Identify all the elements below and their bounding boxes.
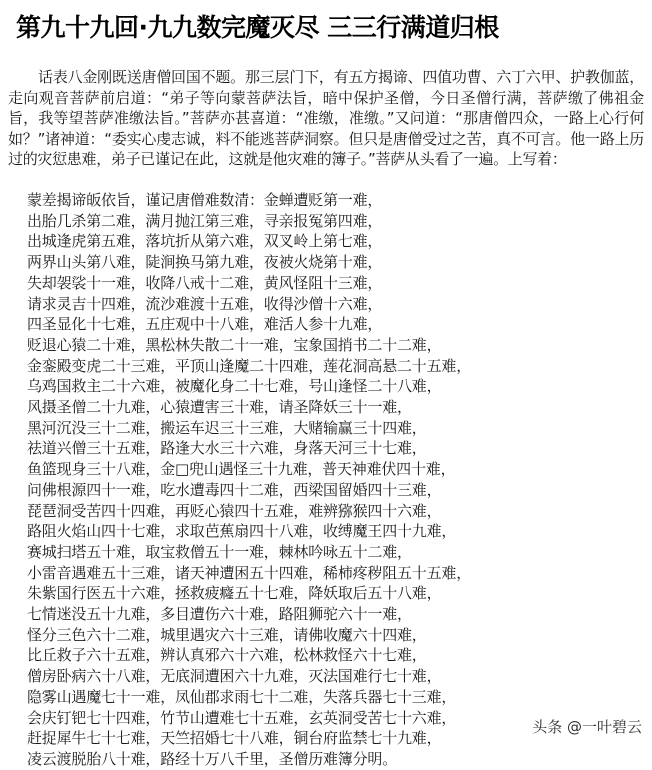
list-line: 问佛根源四十一难，吃水遭毒四十二难，西梁国留婚四十三难， <box>27 480 442 499</box>
list-line: 两界山头第八难，陡涧换马第九难，夜被火烧第十难， <box>27 253 383 272</box>
list-line: 蒙差揭谛皈依旨，谨记唐僧难数清：金蝉遭贬第一难， <box>27 191 383 209</box>
list-line: 路阻火焰山四十七难，求取芭蕉扇四十八难，收缚魔王四十九难， <box>27 522 457 541</box>
list-line: 祛道兴僧三十五难，路逢大水三十六难，身落天河三十七难， <box>27 439 427 458</box>
list-line: 赶捉犀牛七十七难，天竺招婚七十八难，铜台府监禁七十九难， <box>27 729 442 748</box>
chapter-title: 第九十九回·九九数完魔灭尽 三三行满道归根 <box>16 13 499 42</box>
list-line: 出胎几杀第二难，满月抛江第三难，寻亲报冤第四难， <box>27 211 383 230</box>
list-line: 赛城扫塔五十难，取宝救僧五十一难，棘林吟咏五十二难， <box>27 542 412 561</box>
list-line: 七情迷没五十九难，多目遭伤六十难，路阻狮驼六十一难， <box>27 605 412 624</box>
watermark: 头条 @一叶碧云 <box>532 718 642 736</box>
list-line: 隐雾山遇魔七十一难，凤仙郡求雨七十二难，失落兵器七十三难， <box>27 687 457 706</box>
list-line: 会庆钉钯七十四难，竹节山遭难七十五难，玄英洞受苦七十六难， <box>27 708 457 727</box>
list-line: 黑河沉没三十二难，搬运车迟三十三难，大赌输赢三十四难， <box>27 418 427 437</box>
intro-paragraph: 话表八金刚既送唐僧回国不题。那三层门下，有五方揭谛、四值功曹、六丁六甲、护教伽蓝，走向观音菩萨前启道：“弟子等向蒙菩萨法旨，暗中保护圣僧，今日圣僧行满，菩萨缴了佛祖金旨，我等望菩萨准缴法旨。”菩萨亦甚喜道：“准缴，准缴。”又问道：“那唐僧四众，一路上心行何如？”诸神道：“委实心虔志诚，料不能逃菩萨洞察。但只是唐僧受过之苦，真不可言。他一路上历过的灾愆患难，弟子已谨记在此，这就是他灾难的簿子。”菩萨从头看了一遍。上写着： <box>8 68 644 168</box>
list-line: 出城逢虎第五难，落坑折从第六难，双叉岭上第七难， <box>27 232 383 251</box>
list-line: 小雷音遇难五十三难，诸天神遭困五十四难，稀柿疼秽阻五十五难， <box>27 563 472 582</box>
list-line: 僧房卧病六十八难，无底洞遭困六十九难，灭法国难行七十难， <box>27 667 442 686</box>
list-line: 朱紫国行医五十六难，拯救疲癃五十七难，降妖取后五十八难， <box>27 584 442 603</box>
list-line: 凌云渡脱胎八十难，路经十万八千里，圣僧历难簿分明。 <box>27 749 398 768</box>
list-line: 乌鸡国救主二十六难，被魔化身二十七难，号山逢怪二十八难， <box>27 377 442 396</box>
list-line: 金銮殿变虎二十三难，平顶山逢魔二十四难，莲花洞高悬二十五难， <box>27 356 472 375</box>
list-line: 比丘救子六十五难，辨认真邪六十六难，松林救怪六十七难， <box>27 646 427 665</box>
list-line: 风摄圣僧二十九难，心猿遭害三十难，请圣降妖三十一难， <box>27 398 412 417</box>
list-line: 鱼篮现身三十八难，金□兜山遇怪三十九难，普天神难伏四十难， <box>27 460 456 479</box>
tribulations-list <box>27 190 471 770</box>
list-line: 请求灵吉十四难，流沙难渡十五难，收得沙僧十六难， <box>27 294 383 313</box>
list-line: 四圣显化十七难，五庄观中十八难，难活人参十九难， <box>27 315 383 334</box>
list-line: 怪分三色六十二难，城里遇灾六十三难，请佛收魔六十四难， <box>27 625 427 644</box>
list-line: 琵琶洞受苦四十四难，再贬心猿四十五难，难辨猕猴四十六难， <box>27 501 442 520</box>
list-line: 贬退心猿二十难，黑松林失散二十一难，宝象国捎书二十二难， <box>27 335 442 354</box>
list-line: 失却袈裟十一难，收降八戒十二难，黄风怪阻十三难， <box>27 273 383 292</box>
